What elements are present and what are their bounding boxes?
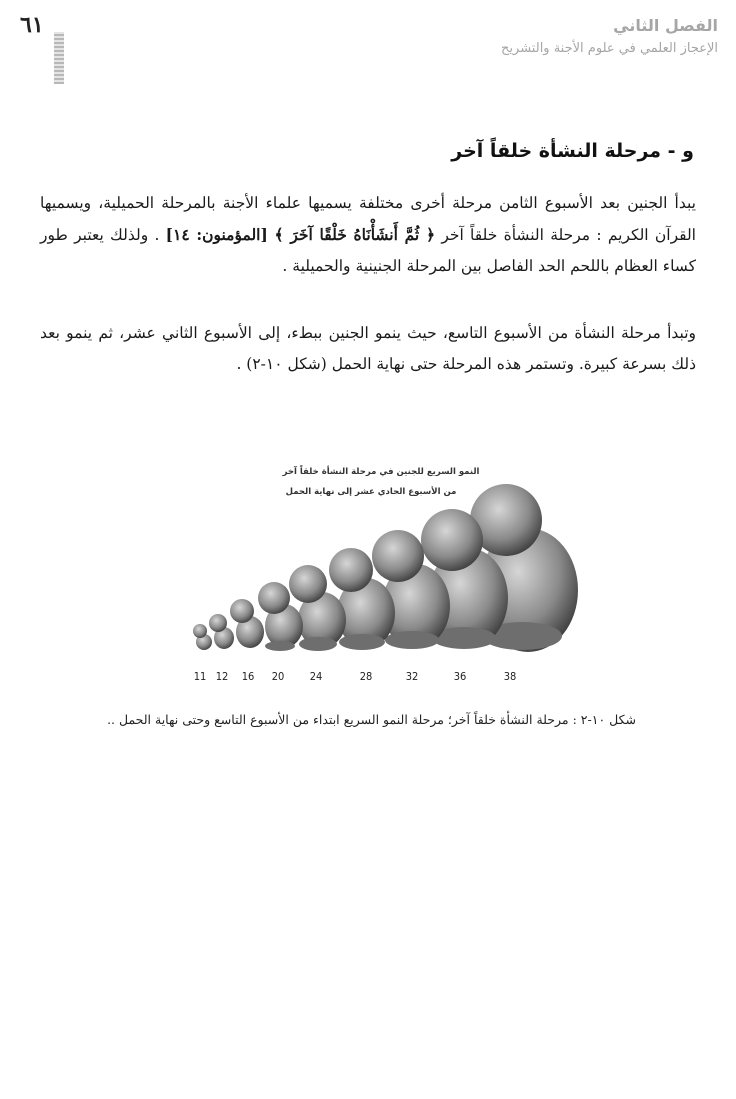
fetus-growth-figure bbox=[176, 458, 596, 690]
week-label: 20 bbox=[271, 670, 285, 683]
week-label: 12 bbox=[215, 670, 229, 683]
quran-verse: ﴿ ثُمَّ أَنشَأْنَاهُ خَلْقًا آخَرَ ﴾ [المؤمنون: ١٤] bbox=[165, 225, 436, 244]
week-label: 24 bbox=[309, 670, 323, 683]
week-label: 38 bbox=[503, 670, 517, 683]
chapter-header bbox=[298, 14, 718, 60]
figure-caption: شكل ١٠-٢ : مرحلة النشأة خلقاً آخر؛ مرحلة النمو السريع ابتداء من الأسبوع التاسع وحتى نهاية الحمل .. bbox=[107, 712, 636, 727]
header-decoration bbox=[54, 32, 64, 84]
chapter-subtitle: الإعجاز العلمي في علوم الأجنة والتشريح bbox=[501, 41, 718, 56]
week-labels bbox=[194, 670, 517, 683]
week-label: 36 bbox=[453, 670, 467, 683]
figure-inner-caption-line-2: من الأسبوع الحادي عشر إلى نهاية الحمل bbox=[285, 487, 457, 497]
week-label: 11 bbox=[193, 670, 207, 683]
page-number: ٦١ bbox=[20, 12, 44, 38]
week-label: 28 bbox=[359, 670, 373, 683]
section-heading: و - مرحلة النشأة خلقاً آخر bbox=[451, 140, 694, 162]
chapter-title: الفصل الثاني bbox=[613, 16, 718, 35]
paragraph-1-part-2: . ولذلك يعتبر طور كساء العظام باللحم الحد الفاصل بين المرحلة الجنينية والحميلية . bbox=[40, 226, 696, 275]
paragraph-1 bbox=[40, 188, 696, 282]
paragraph-2: وتبدأ مرحلة النشأة من الأسبوع التاسع، حيث ينمو الجنين ببطء، إلى الأسبوع الثاني عشر، ثم ينمو بعد ذلك بسرعة كبيرة. وتستمر هذه المرحلة حتى نهاية الحمل (شكل ١٠-٢) . bbox=[40, 324, 696, 373]
fetus-week-11 bbox=[193, 624, 212, 650]
fetus-week-12 bbox=[209, 614, 234, 649]
week-label: 16 bbox=[241, 670, 255, 683]
fetus-week-16 bbox=[230, 599, 264, 648]
paragraph-1-part-1: يبدأ الجنين بعد الأسبوع الثامن مرحلة أخرى مختلفة يسميها علماء الأجنة بالمرحلة الحميلية، ويسميها القرآن الكريم : مرحلة النشأة خلقاً آخر bbox=[40, 194, 696, 244]
fetus-growth-illustration bbox=[176, 458, 596, 690]
figure-inner-caption-line-1: النمو السريع للجنين في مرحلة النشأة خلقاً آخر bbox=[282, 467, 480, 477]
week-label: 32 bbox=[405, 670, 419, 683]
